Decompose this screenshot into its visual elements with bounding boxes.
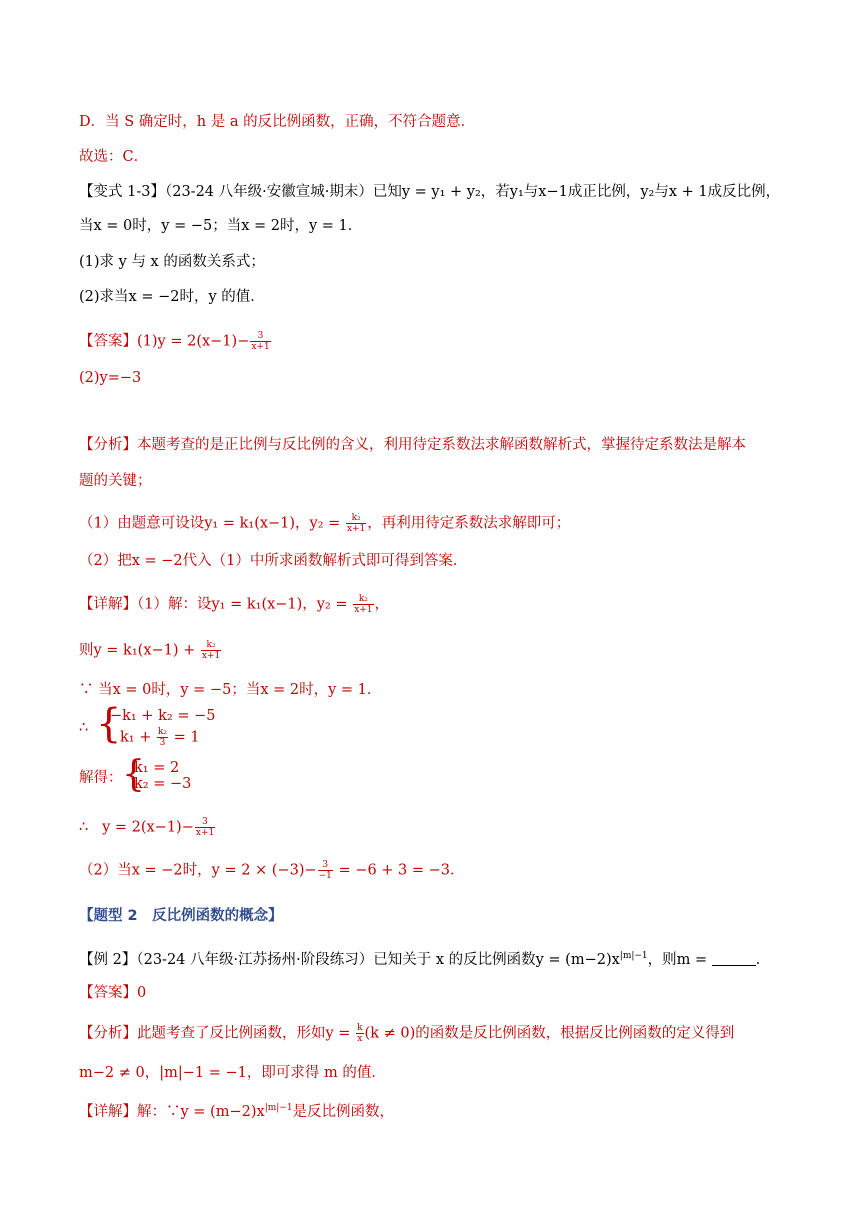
fraction-numerator: k bbox=[357, 1023, 363, 1033]
fraction-denominator: x bbox=[357, 1034, 363, 1044]
analysis-line-2: 题的关键； bbox=[79, 473, 152, 489]
analysis-2-prefix: 此题考查了反比例函数，形如y = bbox=[137, 1025, 356, 1042]
fraction-denominator: x+1 bbox=[251, 342, 270, 352]
example-line bbox=[79, 946, 770, 970]
therefore-symbol: ∴ bbox=[79, 720, 89, 736]
step-1-suffix: ，再利用待定系数法求解即可； bbox=[367, 515, 571, 532]
analysis-2-line-2: m−2 ≠ 0，|m|−1 = −1，即可求得 m 的值． bbox=[79, 1065, 386, 1081]
exponent: |m|−1 bbox=[264, 1103, 293, 1113]
system-1-line-2-suffix: = 1 bbox=[169, 729, 200, 746]
detail-1-prefix: （1）解：设y₁ = k₁(x−1)，y₂ = bbox=[137, 596, 353, 613]
answer-line-1 bbox=[79, 331, 272, 352]
detail-tag: 【详解】 bbox=[79, 1103, 137, 1120]
question-1: (1)求 y 与 x 的函数关系式； bbox=[79, 254, 265, 270]
part-2-prefix: （2）当x = −2时，y = 2 × (−3)− bbox=[79, 862, 317, 879]
variant-tag: 【变式 1-3】 bbox=[79, 184, 165, 200]
fraction bbox=[353, 594, 373, 615]
fraction-numerator: 3 bbox=[250, 331, 270, 342]
fraction-numerator: k₂ bbox=[346, 513, 366, 524]
example-tag: 【例 2】 bbox=[79, 951, 137, 968]
fraction bbox=[201, 640, 221, 661]
step-1-line bbox=[79, 513, 570, 534]
part-2-suffix: = −6 + 3 = −3． bbox=[333, 862, 465, 879]
fraction-denominator: x+1 bbox=[354, 605, 373, 615]
fraction-denominator: x+1 bbox=[195, 828, 215, 838]
therefore-symbol: ∴ bbox=[79, 819, 89, 836]
step-2-line: （2）把x = −2代入（1）中所求函数解析式即可得到答案． bbox=[79, 553, 468, 569]
fraction bbox=[346, 513, 366, 534]
example-text: （23-24 八年级·江苏扬州·阶段练习）已知关于 x 的反比例函数y = (m−2)x bbox=[136, 951, 620, 968]
detail-2-line bbox=[79, 1098, 394, 1122]
system-2-line-2: k₂ = −3 bbox=[134, 776, 192, 792]
analysis-tag: 【分析】 bbox=[79, 1025, 137, 1042]
fraction-denominator: 3 bbox=[159, 738, 166, 748]
choice-text: 故选：C． bbox=[79, 149, 149, 165]
detail-1-suffix: ， bbox=[374, 596, 390, 613]
fraction-denominator: −1 bbox=[318, 871, 332, 881]
part-2-line bbox=[79, 860, 465, 881]
fraction bbox=[195, 817, 215, 838]
variant-text: （23-24 八年级·安徽宣城·期末）已知y = y₁ + y₂，若y₁与x−1成正比例，y₂与x + 1成反比例， bbox=[164, 184, 781, 200]
left-brace: { bbox=[122, 754, 145, 795]
example-end: ． bbox=[755, 951, 771, 968]
variant-line-1 bbox=[79, 182, 780, 202]
system-2-line-1: k₁ = 2 bbox=[134, 760, 180, 776]
system-1-line-1: −k₁ + k₂ = −5 bbox=[110, 708, 216, 724]
detail-2-suffix: 是反比例函数， bbox=[292, 1103, 395, 1120]
fraction-numerator: k₂ bbox=[353, 594, 373, 605]
example-suffix: ，则m = bbox=[647, 951, 712, 968]
exponent: |m|−1 bbox=[619, 951, 648, 961]
left-brace: { bbox=[96, 701, 122, 747]
then-line bbox=[79, 640, 222, 661]
analysis-text: 本题考查的是正比例与反比例的含义，利用待定系数法求解函数解析式，掌握待定系数法是解本 bbox=[137, 437, 746, 453]
system-1-line-2 bbox=[120, 727, 200, 748]
then-prefix: 则y = k₁(x−1) + bbox=[79, 642, 200, 659]
fraction bbox=[318, 860, 333, 881]
answer-line-2: (2)y=−3 bbox=[79, 370, 142, 386]
option-d-text: D．当 S 确定时，h 是 a 的反比例函数，正确，不符合题意． bbox=[79, 114, 476, 130]
answer-value: 0 bbox=[137, 985, 147, 1001]
fraction-numerator: k₂ bbox=[157, 727, 168, 737]
section-heading: 【题型 2 反比例函数的概念】 bbox=[79, 908, 283, 924]
solve-label: 解得： bbox=[79, 770, 123, 786]
fraction bbox=[356, 1023, 363, 1044]
answer-tag: 【答案】 bbox=[79, 333, 137, 350]
detail-2-prefix: 解：∵y = (m−2)x bbox=[137, 1103, 265, 1120]
detail-tag: 【详解】 bbox=[79, 596, 137, 613]
analysis-2-line-1 bbox=[79, 1023, 734, 1044]
fraction bbox=[157, 727, 168, 748]
answer-1-expr: (1)y = 2(x−1)− bbox=[137, 333, 250, 350]
step-1-prefix: （1）由题意可设设y₁ = k₁(x−1)，y₂ = bbox=[79, 515, 345, 532]
analysis-tag: 【分析】 bbox=[79, 437, 137, 453]
variant-line-2: 当x = 0时，y = −5；当x = 2时，y = 1． bbox=[79, 218, 363, 234]
analysis-2-suffix: (k ≠ 0)的函数是反比例函数，根据反比例函数的定义得到 bbox=[364, 1025, 735, 1042]
question-2: (2)求当x = −2时，y 的值． bbox=[79, 289, 265, 305]
because-line: ∵ 当x = 0时，y = −5；当x = 2时，y = 1． bbox=[79, 682, 382, 698]
fraction-denominator: x+1 bbox=[346, 524, 366, 534]
analysis-line-1 bbox=[79, 435, 746, 455]
fraction-denominator: x+1 bbox=[201, 651, 221, 661]
fraction-numerator: 3 bbox=[318, 860, 333, 871]
answer-blank[interactable] bbox=[712, 965, 756, 966]
system-1-line-2-prefix: k₁ + bbox=[120, 729, 156, 746]
fraction bbox=[250, 331, 270, 352]
result-expr: y = 2(x−1)− bbox=[102, 819, 194, 836]
detail-line-1 bbox=[79, 594, 389, 615]
fraction-numerator: k₂ bbox=[201, 640, 221, 651]
fraction-numerator: 3 bbox=[195, 817, 215, 828]
answer-2-line bbox=[79, 983, 146, 1003]
answer-tag: 【答案】 bbox=[79, 985, 137, 1001]
result-line bbox=[79, 817, 216, 838]
